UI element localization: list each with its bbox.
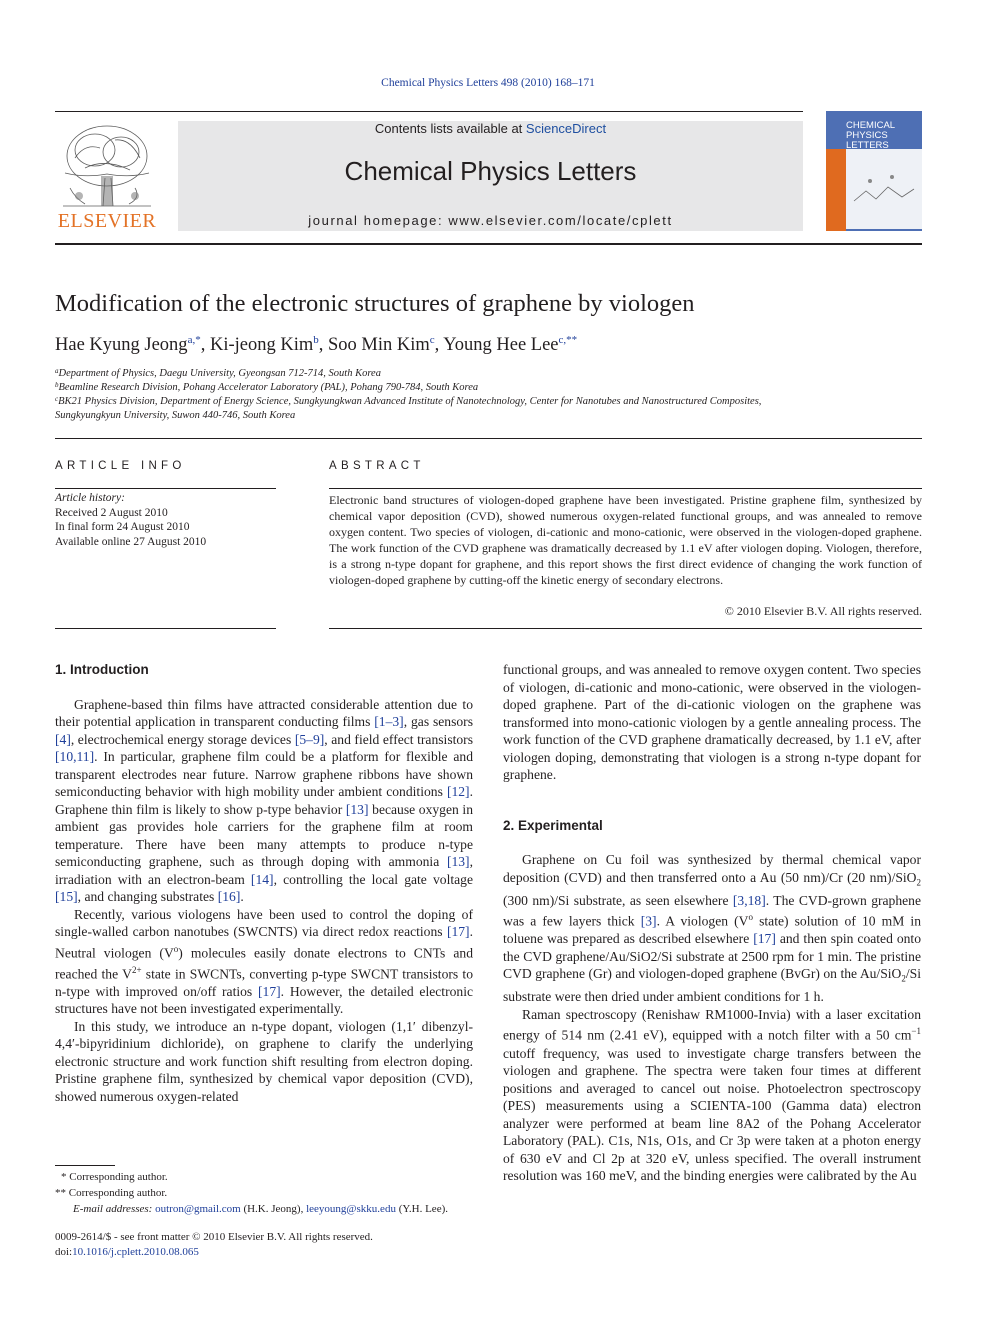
ref-link[interactable]: [13] <box>345 801 369 817</box>
email-link[interactable]: leeyoung@skku.edu <box>306 1203 396 1215</box>
affiliation <box>55 381 478 393</box>
abstract-copyright: © 2010 Elsevier B.V. All rights reserved. <box>724 604 922 618</box>
introduction-heading: 1. Introduction <box>55 662 149 677</box>
ref-link[interactable]: [14] <box>250 871 274 887</box>
affiliation <box>55 395 761 407</box>
section-rule <box>55 438 922 439</box>
experimental-paragraph-2: Raman spectroscopy (Renishaw RM1000-Invia) with a laser excitation energy of 514 nm (2.41 eV), equipped with a notch filter with a 50 $cm^{-1}$ cutoff frequency, was used to investigate charge transfers between the viologen and graphene. The spectra were taken four times at different positions and averaged to cancel out noise. Photoelectron spectroscopy (PES) measurements using a SCIENTA-100 (Gamma data) electron analyzer were performed at beam line 8A2 of the Pohang Accelerator Laboratory (PAL). C1s, N1s, O1s, and Cr 3p were taken at a photon energy of 630 eV and Cl 2p at 320 eV, unless specified. The overall instrument resolution was 160 meV, and the binding energies were calibrated by the Au <box>503 1006 921 1183</box>
affiliation-text: BK21 Physics Division, Department of Energy Science, Sungkyungkwan Advanced Institute of Nanotechnology, Center for Nanotubes and Nanostructured Composites, <box>58 396 762 407</box>
corresponding-author-2: ** Corresponding author. <box>55 1187 168 1199</box>
elsevier-wordmark: ELSEVIER <box>57 210 157 232</box>
author-affil-mark[interactable]: c,** <box>558 334 578 346</box>
ref-link[interactable]: [5–9] <box>294 731 325 747</box>
issn-line: 0009-2614/$ - see front matter © 2010 Elsevier B.V. All rights reserved. <box>55 1231 373 1243</box>
ref-link[interactable]: [13] <box>446 854 470 869</box>
intro-paragraph-1: Graphene-based thin films have attracted considerable attention due to their potential application in transparent conducting films [1–3], gas sensors [4], electrochemical energy storage devices [5–9], and field effect transistors [10,11]. In particular, graphene film could be a platform for flexible and transparent electrodes near future. Narrow graphene ribbons have shown semiconducting behavior with high mobility under ambient conditions [12]. Graphene thin film is likely to show p-type behavior [13] because oxygen in ambient gas provides hole carriers for the graphene film at room temperature. There have been many attempts to produce n-type semiconducting graphene, such as through doping with ammonia [13], irradiation with an electron-beam [14], controlling the local gate voltage [15], and changing substrates [16]. <box>55 696 474 904</box>
final-form-date: In final form 24 August 2010 <box>55 521 190 533</box>
contents-prefix: Contents lists available at <box>374 121 526 136</box>
journal-name: Chemical Physics Letters <box>344 156 637 186</box>
cover-title <box>846 121 895 151</box>
article-info-rule <box>55 488 276 489</box>
affiliation-mark: b <box>55 381 59 389</box>
article-history <box>55 491 206 549</box>
author-affil-mark[interactable]: b <box>313 334 319 346</box>
corresponding-author-1: * Corresponding author. <box>61 1171 168 1183</box>
abstract-bottom-rule <box>329 628 922 629</box>
email-link[interactable]: outron@gmail.com <box>155 1203 241 1215</box>
affiliation-mark: a <box>55 367 59 375</box>
author-affil-mark[interactable]: c <box>429 334 435 346</box>
ref-link[interactable]: [17] <box>446 924 470 939</box>
online-date: Available online 27 August 2010 <box>55 535 207 548</box>
experimental-heading: 2. Experimental <box>503 817 603 833</box>
ref-link[interactable]: [15] <box>55 889 78 904</box>
footnote-rule <box>55 1165 115 1166</box>
abstract-paragraph: Electronic band structures of viologen-doped graphene have been investigated. Pristine graphene film, synthesized by chemical vapor deposition (CVD), showed numerous oxygen-related functional groups, and was annealed to remove oxygen content. Two species of viologen, di-cationic and mono-cationic, were observed in the viologen-doped graphene. The work function of the CVD graphene was dramatically decreased by 1.1 eV after viologen doping. Viologen, therefore, is a strong n-type dopant for graphene, and this report shows the first direct evidence of changing the work function of viologen-doped graphene by cutting-off the kinetic energy of secondary electrons. <box>329 493 922 587</box>
intro-paragraph-3-continued: functional groups, and was annealed to remove oxygen content. Two species of viologen, di-cationic and mono-cationic, were observed in the viologen-doped graphene. Part of the di-cationic viologen on the graphene was transformed into mono-cationic viologen by a gentle annealing process. The work function of the CVD graphene dramatically decreased, by 1.1 eV, after viologen doping, demonstrating that viologen is a strong n-type dopant for graphene. <box>503 662 921 782</box>
cover-title-line-1: CHEMICAL <box>846 120 896 131</box>
abstract-text <box>329 492 922 588</box>
cover-title-line-3: LETTERS <box>846 140 889 151</box>
ref-link[interactable]: [1–3] <box>374 714 404 729</box>
email-addresses: E-mail addresses: outron@gmail.com (H.K. Jeong), leeyoung@skku.edu (Y.H. Lee). <box>73 1203 448 1215</box>
affiliation-mark: c <box>55 395 59 403</box>
left-column <box>55 661 473 1105</box>
right-column <box>503 661 921 1185</box>
experimental-paragraph-1: Graphene on Cu foil was synthesized by thermal chemical vapor deposition (CVD) and then transferred onto a Au (50 nm)/Cr (20 nm)/SiO$_2$ (300 nm)/Si substrate, as seen elsewhere [3,18]. The CVD-grown graphene was a few layers thick [3]. A viologen ($V^o$ state) solution of 10 mM in toluene was prepared as described elsewhere [17] and then spin coated onto the CVD graphene/Au/SiO2/Si substrate at 2500 rpm for 1 min. The pristine CVD graphene (Gr) and viologen-doped graphene (BvGr) on the Au/SiO$_2$/Si substrate were then dried under ambient conditions for 1 h. <box>503 852 922 1005</box>
ref-link[interactable]: [3,18] <box>732 892 766 908</box>
affiliation-text: Beamline Research Division, Pohang Accelerator Laboratory (PAL), Pohang 790-784, South Korea <box>58 382 479 393</box>
ref-link[interactable]: [10,11] <box>55 749 95 764</box>
contents-line <box>178 121 803 136</box>
ref-link[interactable]: [16] <box>217 889 241 904</box>
article-info-heading: ARTICLE INFO <box>55 460 186 472</box>
abstract-rule <box>329 488 922 489</box>
doi-link[interactable]: 10.1016/j.cplett.2010.08.065 <box>72 1245 199 1258</box>
ref-link[interactable]: [4] <box>55 731 71 747</box>
intro-paragraph-3: In this study, we introduce an n-type dopant, viologen (1,1′ dibenzyl-4,4′-bipyridinium dichloride), on graphene to clarify the underlying electronic structure and work function shift resulting from electron doping. Pristine graphene film, synthesized by chemical vapor deposition (CVD), showed numerous oxygen-related <box>55 1018 473 1104</box>
journal-citation[interactable]: Chemical Physics Letters 498 (2010) 168–171 <box>381 77 595 89</box>
author-name: Young Hee Lee <box>443 335 559 355</box>
author-name: Soo Min Kim <box>327 335 430 355</box>
header-rule <box>55 111 803 112</box>
page-footer <box>55 1230 373 1259</box>
affiliation-text: Sungkyungkyun University, Suwon 440-746, South Korea <box>55 410 296 421</box>
author-name: Ki-jeong Kim <box>209 335 314 355</box>
cover-title-line-2: PHYSICS <box>846 130 888 141</box>
history-label: Article history: <box>55 492 125 504</box>
article-title: Modification of the electronic structures of graphene by viologen <box>55 290 695 317</box>
affiliation <box>55 367 381 379</box>
intro-paragraph-2: Recently, various viologens have been used to control the doping of single-walled carbon nanotubes (SWCNTS) via direct redox reactions [17]. Neutral viologen $(V^o)$ molecules easily donate electrons to CNTs and reached the $V^{2+}$ state in SWCNTs, converting p-type SWCNT transistors to n-type with improved on/off ratios [17]. However, the detailed electronic structures have not been investigated experimentally. <box>55 906 474 1017</box>
author-list: Hae Kyung Jeong$^{a,*}$, Ki-jeong Kim$^b$, Soo Min Kim$^c$, Young Hee Lee$^{c,**}$ <box>55 334 578 355</box>
affiliation-text: Department of Physics, Daegu University, Gyeongsan 712-714, South Korea <box>58 368 381 379</box>
ref-link[interactable]: [3] <box>640 913 657 929</box>
header-thick-rule <box>55 243 922 245</box>
ref-link[interactable]: [17] <box>753 931 776 947</box>
sciencedirect-link[interactable]: ScienceDirect <box>525 121 607 136</box>
ref-link[interactable]: [17] <box>258 983 281 999</box>
abstract-heading: ABSTRACT <box>329 460 425 472</box>
journal-homepage[interactable]: journal homepage: www.elsevier.com/locate/cplett <box>308 213 673 228</box>
author-affil-mark[interactable]: a,* <box>187 334 201 346</box>
received-date: Received 2 August 2010 <box>55 506 168 519</box>
doi-line: doi:10.1016/j.cplett.2010.08.065 <box>55 1245 199 1258</box>
affiliation <box>55 410 295 421</box>
article-info-bottom-rule <box>55 628 276 629</box>
ref-link[interactable]: [12] <box>446 784 470 799</box>
author-name: Hae Kyung Jeong <box>55 335 188 355</box>
footnotes <box>55 1169 473 1217</box>
